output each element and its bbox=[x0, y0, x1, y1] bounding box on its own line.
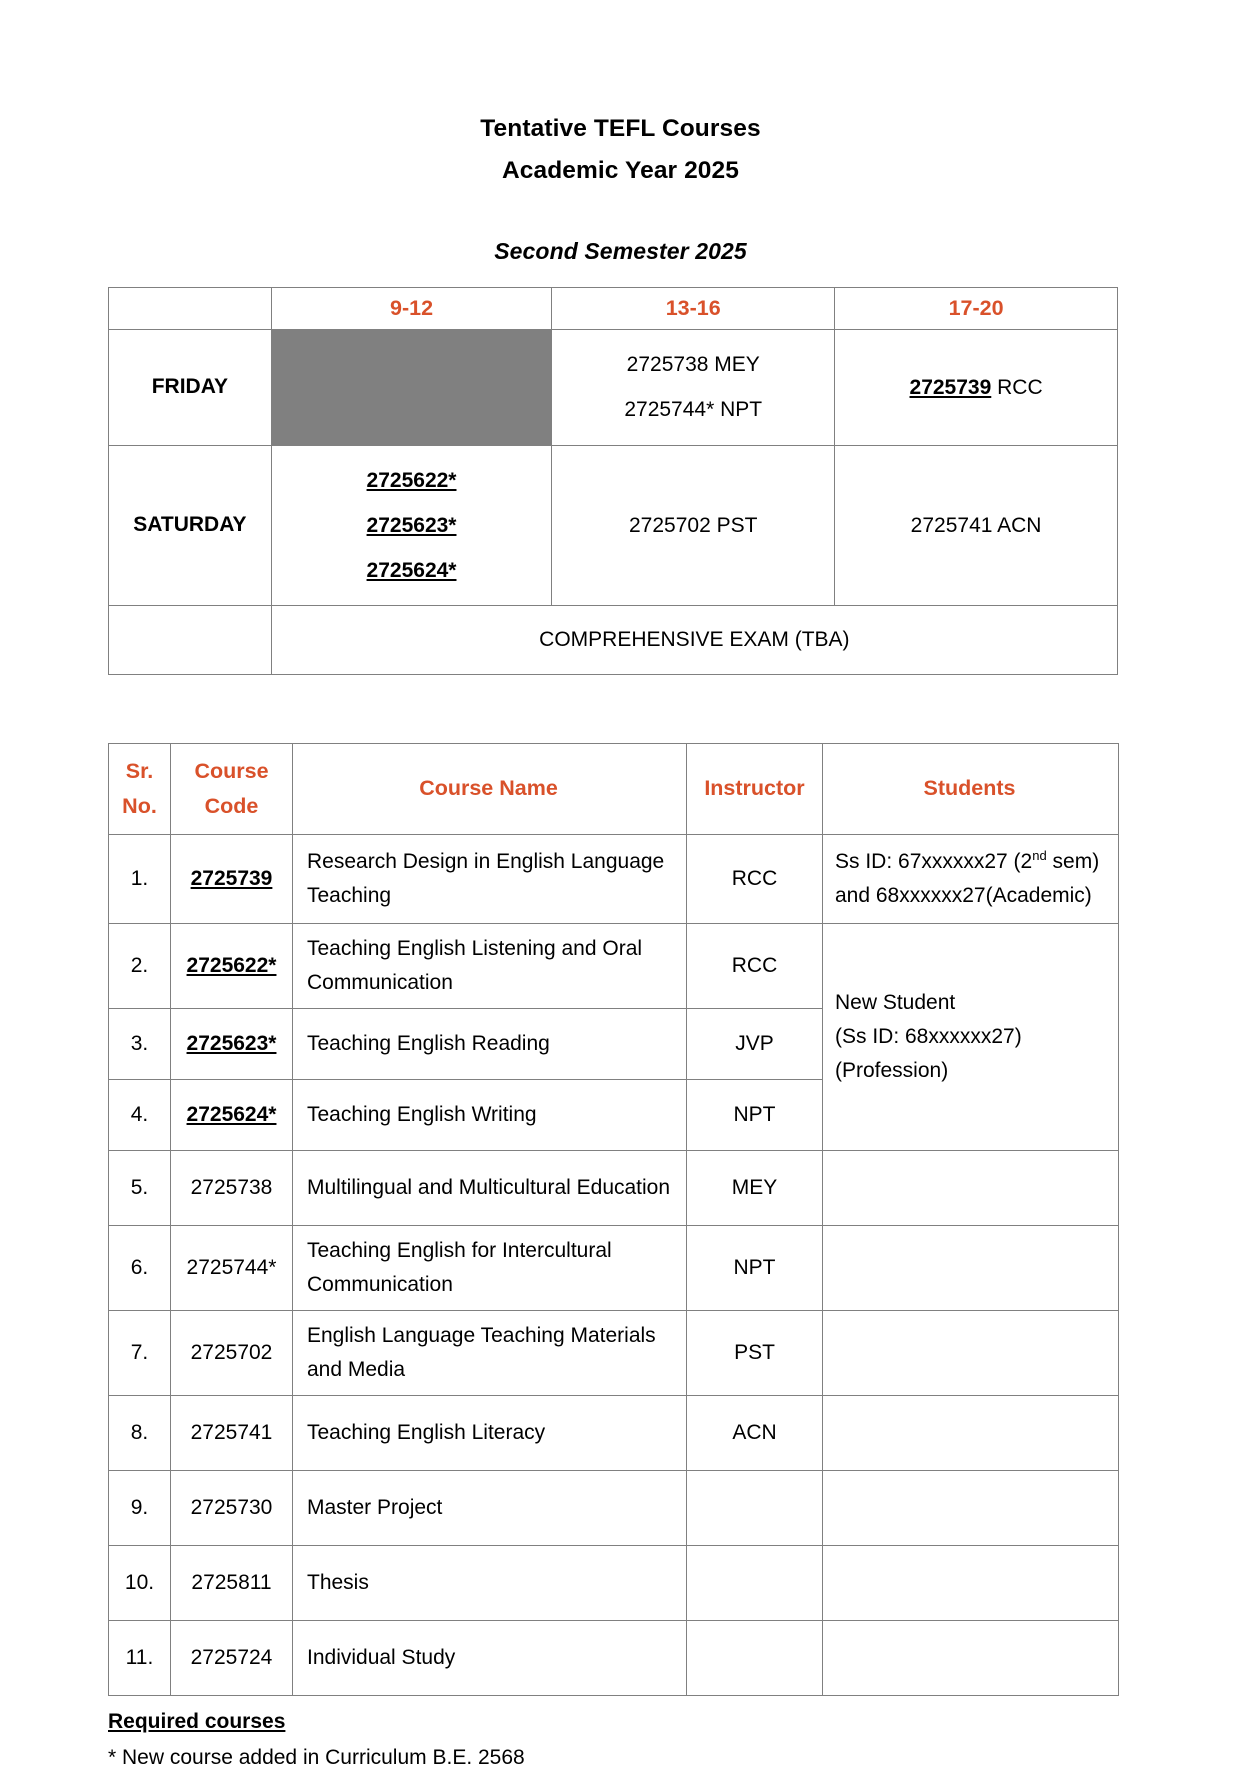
cell-students-empty bbox=[823, 1620, 1119, 1695]
cell-sr-no: 1. bbox=[109, 834, 171, 923]
cell-course-code: 2725702 bbox=[171, 1310, 293, 1395]
cell-course-name: Teaching English Writing bbox=[293, 1079, 687, 1150]
cell-course-code bbox=[171, 1008, 293, 1079]
cell-students-empty bbox=[823, 1545, 1119, 1620]
schedule-row-exam bbox=[109, 605, 1118, 674]
cell-course-code: 2725724 bbox=[171, 1620, 293, 1695]
cell-course-name: Research Design in English Language Teaching bbox=[293, 834, 687, 923]
cell-sr-no: 6. bbox=[109, 1225, 171, 1310]
schedule-saturday-9-12 bbox=[271, 445, 552, 605]
schedule-entry: 2725622* bbox=[366, 468, 457, 492]
cell-course-code: 2725730 bbox=[171, 1470, 293, 1545]
schedule-entry-instructor: RCC bbox=[991, 375, 1043, 399]
course-code-value: 2725624* bbox=[186, 1102, 277, 1126]
schedule-time-header-17-20: 17-20 bbox=[835, 288, 1118, 330]
cell-students-row1 bbox=[823, 834, 1119, 923]
table-row bbox=[109, 923, 1119, 1008]
cell-course-name: English Language Teaching Materials and Media bbox=[293, 1310, 687, 1395]
course-code-value: 2725739 bbox=[190, 866, 273, 890]
cell-course-name: Teaching English Literacy bbox=[293, 1395, 687, 1470]
table-row bbox=[109, 1225, 1119, 1310]
cell-sr-no: 5. bbox=[109, 1150, 171, 1225]
cell-sr-no: 8. bbox=[109, 1395, 171, 1470]
cell-instructor: NPT bbox=[687, 1079, 823, 1150]
cell-instructor: ACN bbox=[687, 1395, 823, 1470]
cell-course-code bbox=[171, 1079, 293, 1150]
cell-sr-no: 11. bbox=[109, 1620, 171, 1695]
schedule-time-header-13-16: 13-16 bbox=[552, 288, 835, 330]
column-header-code-line2: Code bbox=[204, 793, 259, 818]
table-row bbox=[109, 1395, 1119, 1470]
new-course-note: * New course added in Curriculum B.E. 2568 bbox=[108, 1746, 525, 1770]
column-header-code-line1: Course bbox=[194, 758, 269, 783]
cell-instructor: NPT bbox=[687, 1225, 823, 1310]
table-row bbox=[109, 1150, 1119, 1225]
schedule-header-row bbox=[109, 288, 1118, 330]
schedule-entry: 2725623* bbox=[366, 513, 457, 537]
cell-course-code: 2725738 bbox=[171, 1150, 293, 1225]
schedule-row-friday bbox=[109, 330, 1118, 445]
schedule-entry: 2725624* bbox=[366, 558, 457, 582]
cell-sr-no: 2. bbox=[109, 923, 171, 1008]
course-code-value: 2725622* bbox=[186, 953, 277, 977]
students-new-student-id: (Ss ID: 68xxxxxx27) bbox=[835, 1024, 1022, 1048]
cell-instructor bbox=[687, 1545, 823, 1620]
schedule-corner-cell bbox=[109, 288, 272, 330]
cell-students-empty bbox=[823, 1395, 1119, 1470]
cell-sr-no: 10. bbox=[109, 1545, 171, 1620]
cell-students-new-student bbox=[823, 923, 1119, 1150]
cell-sr-no: 3. bbox=[109, 1008, 171, 1079]
required-courses-label: Required courses bbox=[108, 1709, 286, 1733]
schedule-time-header-9-12: 9-12 bbox=[271, 288, 552, 330]
table-row bbox=[109, 834, 1119, 923]
cell-course-name: Thesis bbox=[293, 1545, 687, 1620]
cell-course-code bbox=[171, 834, 293, 923]
schedule-entry: 2725744* NPT bbox=[624, 398, 763, 422]
cell-instructor: RCC bbox=[687, 834, 823, 923]
cell-students-empty bbox=[823, 1470, 1119, 1545]
cell-sr-no: 7. bbox=[109, 1310, 171, 1395]
schedule-day-saturday: SATURDAY bbox=[109, 445, 272, 605]
cell-course-name: Multilingual and Multicultural Education bbox=[293, 1150, 687, 1225]
cell-course-name: Teaching English Reading bbox=[293, 1008, 687, 1079]
cell-sr-no: 9. bbox=[109, 1470, 171, 1545]
column-header-sr-line1: Sr. bbox=[125, 758, 154, 783]
students-text-pre: Ss ID: 67xxxxxx27 (2 bbox=[835, 849, 1033, 873]
students-text-post: sem) bbox=[1046, 849, 1100, 873]
cell-course-name: Teaching English Listening and Oral Communication bbox=[293, 923, 687, 1008]
footnotes bbox=[108, 1704, 1129, 1777]
cell-instructor bbox=[687, 1620, 823, 1695]
cell-course-code: 2725741 bbox=[171, 1395, 293, 1470]
students-new-student-label: New Student bbox=[835, 990, 956, 1014]
cell-course-code: 2725811 bbox=[171, 1545, 293, 1620]
table-row bbox=[109, 1310, 1119, 1395]
schedule-exam-empty-cell bbox=[109, 605, 272, 674]
cell-instructor: RCC bbox=[687, 923, 823, 1008]
students-ordinal-suffix: nd bbox=[1032, 847, 1047, 863]
schedule-entry: 2725738 MEY bbox=[626, 353, 760, 377]
page-title bbox=[112, 108, 1129, 192]
table-row bbox=[109, 1620, 1119, 1695]
column-header-course-code bbox=[171, 743, 293, 834]
column-header-students: Students bbox=[823, 743, 1119, 834]
cell-course-code bbox=[171, 923, 293, 1008]
schedule-row-saturday bbox=[109, 445, 1118, 605]
cell-instructor bbox=[687, 1470, 823, 1545]
cell-course-name: Teaching English for Intercultural Communication bbox=[293, 1225, 687, 1310]
semester-title: Second Semester 2025 bbox=[494, 238, 747, 265]
cell-instructor: PST bbox=[687, 1310, 823, 1395]
column-header-course-name: Course Name bbox=[293, 743, 687, 834]
cell-instructor: JVP bbox=[687, 1008, 823, 1079]
cell-course-name: Master Project bbox=[293, 1470, 687, 1545]
schedule-comprehensive-exam: COMPREHENSIVE EXAM (TBA) bbox=[271, 605, 1117, 674]
table-row bbox=[109, 1470, 1119, 1545]
page-title-line1: Tentative TEFL Courses bbox=[480, 115, 761, 142]
schedule-saturday-13-16: 2725702 PST bbox=[552, 445, 835, 605]
column-header-sr-line2: No. bbox=[122, 793, 157, 818]
schedule-friday-9-12-blocked bbox=[271, 330, 552, 445]
page-title-line2: Academic Year 2025 bbox=[501, 157, 739, 185]
cell-students-empty bbox=[823, 1150, 1119, 1225]
courses-table bbox=[108, 743, 1119, 1696]
schedule-table bbox=[108, 287, 1118, 675]
courses-header-row bbox=[109, 743, 1119, 834]
schedule-day-friday: FRIDAY bbox=[109, 330, 272, 445]
schedule-entry-code: 2725739 bbox=[909, 375, 992, 399]
cell-instructor: MEY bbox=[687, 1150, 823, 1225]
cell-course-code: 2725744* bbox=[171, 1225, 293, 1310]
students-new-student-type: (Profession) bbox=[835, 1058, 949, 1082]
course-code-value: 2725623* bbox=[186, 1031, 277, 1055]
schedule-friday-13-16 bbox=[552, 330, 835, 445]
column-header-instructor: Instructor bbox=[687, 743, 823, 834]
cell-students-empty bbox=[823, 1225, 1119, 1310]
cell-students-empty bbox=[823, 1310, 1119, 1395]
cell-sr-no: 4. bbox=[109, 1079, 171, 1150]
schedule-friday-17-20 bbox=[835, 330, 1118, 445]
schedule-saturday-17-20: 2725741 ACN bbox=[835, 445, 1118, 605]
column-header-sr-no bbox=[109, 743, 171, 834]
table-row bbox=[109, 1545, 1119, 1620]
students-text-line2: and 68xxxxxx27(Academic) bbox=[835, 883, 1092, 907]
cell-course-name: Individual Study bbox=[293, 1620, 687, 1695]
